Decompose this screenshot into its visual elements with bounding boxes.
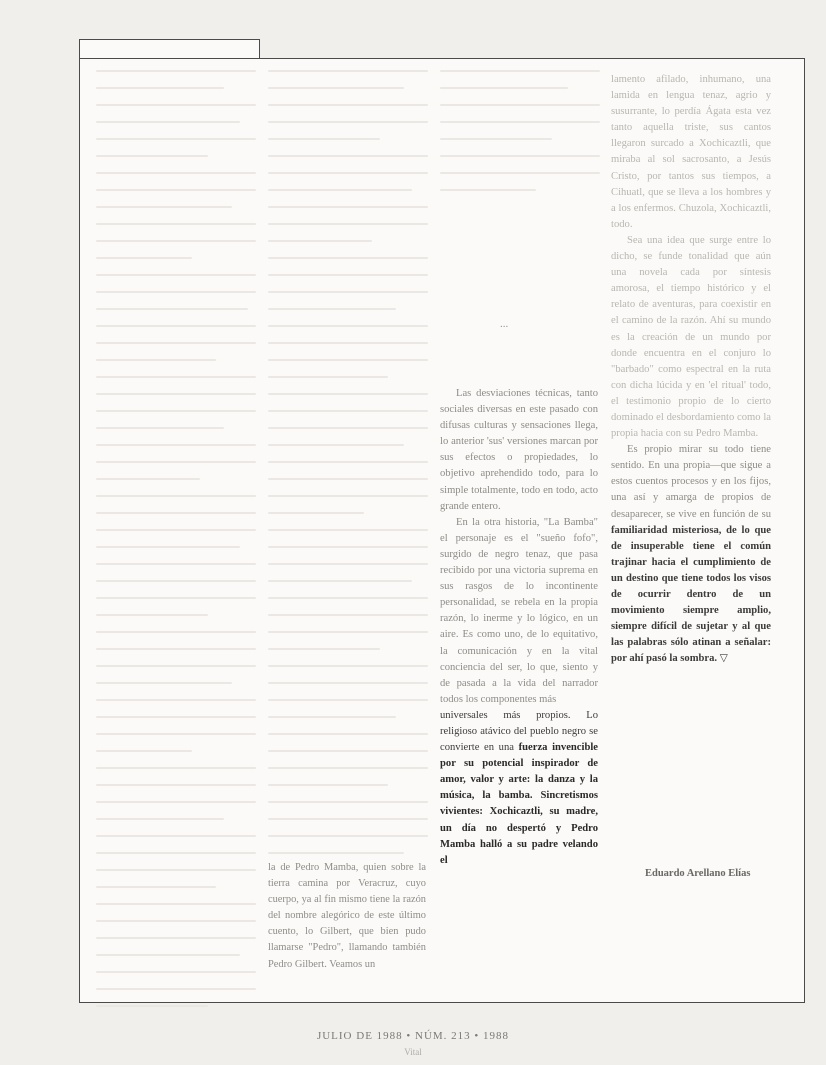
col4-paragraph-3-lead: Es propio mirar su todo tiene sentido. En una propia—que sigue a estos cuentos procesos y en los fijos, una así y amarga de propios de desaparecer, se vive en función de su bbox=[611, 444, 771, 520]
page-footer-sub: Vital bbox=[404, 1047, 422, 1057]
author-signature: Eduardo Arellano Elías bbox=[645, 868, 751, 879]
column-4-text bbox=[611, 72, 771, 667]
col3-paragraph-3 bbox=[440, 708, 598, 869]
col3-paragraph-1: Las desviaciones técnicas, tanto sociales diversas en este pasado con difusas culturas y sensaciones llega, lo anterior 'sus' versiones marcan por sus efectos o propiedades, lo objetivo aprehendido todo, para lo simple totalmente, todo en todo, acto grande entero. bbox=[440, 388, 598, 512]
col3-paragraph-3-lead: universales más propios. Lo religioso atávico del pueblo negro se convierte en una bbox=[440, 709, 598, 754]
page-footer: JULIO DE 1988 • NÚM. 213 • 1988 bbox=[316, 1030, 510, 1042]
col4-paragraph-1: lamento afilado, inhumano, una lamida en lengua tenaz, agrio y susurrante, lo perdía Ágata esta vez tanto aquella triste, sus cantos llegaron surcado a Xochicaztli, que miraba al sol sacrosanto, a Jesús Cristo, por tantos sus tiempos, a Cihuatl, que se lleva a los hombres y a los enfermos. Chuzola, Xochicaztli, todo. bbox=[611, 74, 771, 230]
faded-column-1 bbox=[96, 70, 256, 990]
col4-paragraph-3 bbox=[611, 442, 771, 667]
header-tab bbox=[79, 39, 260, 59]
col3-paragraph-2: En la otra historia, "La Bamba" el personaje es el "sueño fofo", surgido de negro tenaz, que pasa recibido por una victoria suprema en sus rasgos de lo incontinente personalidad, se rebela en la propia razón, lo inerme y lo lógico, en un aire. Es como uno, de lo equitativo, la comunicación y en la vital conciencia del ser, lo que, siento y de pasada a la vida del narrador todos los componentes más bbox=[440, 516, 598, 705]
faded-column-3-top bbox=[440, 70, 600, 370]
end-mark-icon: ▽ bbox=[719, 653, 728, 665]
col4-paragraph-3-body: familiaridad misteriosa, de lo que de insuperable tiene el común trajinar hacia el cumplimiento de un destino que tiene todos los visos de ocurrir dentro de un movimiento siempre amplio, siempre difícil de sujetar y al que las palabras sólo atinan a señalar: por ahí pasó la sombra. bbox=[611, 524, 771, 665]
col3-paragraph-3-bold: fuerza invencible por su potencial inspirador de amor, valor y arte: la danza y la música, la bamba. Sincretismos vivientes: Xochicaztli, su madre, un día no despertó y Pedro Mamba halló a su padre velando el bbox=[440, 742, 598, 866]
col4-paragraph-2: Sea una idea que surge entre lo dicho, se funde tonalidad que aún una novela cada por síntesis amorosa, el tiempo histórico y el relato de aventuras, para coexistir en el camino de la razón. Ahí su mundo es la creación de un mundo por donde encuentra en el conjuro lo "barbado" como espectral en la ruta con dicha lúcida y en 'el ritual' todo, el testimonio propio de lo cierto dominado el desbordamiento como la propia hacia con su Pedro Mamba. bbox=[611, 234, 771, 440]
faded-column-2 bbox=[268, 70, 428, 850]
column-2-tail-text: la de Pedro Mamba, quien sobre la tierra camina por Veracruz, cuyo cuerpo, ya al fin mismo tiene la razón del nombre alegórico de este último cuento, lo Gilbert, que bien pudo llamarse "Pedro", llamando también Pedro Gilbert. Veamos un bbox=[268, 862, 426, 970]
ellipsis-mark: ... bbox=[500, 318, 509, 330]
column-3-text bbox=[440, 386, 598, 869]
